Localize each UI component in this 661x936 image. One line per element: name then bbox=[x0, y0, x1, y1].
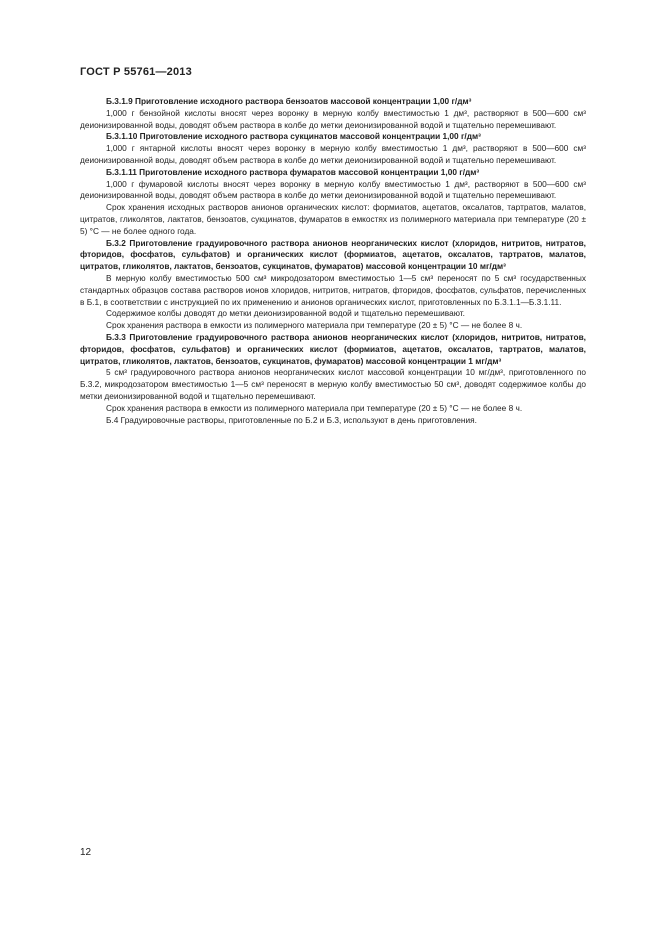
paragraph: 1,000 г бензойной кислоты вносят через воронку в мерную колбу вместимостью 1 дм³, растворяют в 500—600 см³ деионизированной воды, доводят объем раствора в колбе до метки деионизированной водой и тщательно перемешивают. bbox=[80, 107, 586, 130]
paragraph: 5 см³ градуировочного раствора анионов неорганических кислот массовой концентрации 10 мг/дм³, приготовленного по Б.3.2, микродозатором вместимостью 1—5 см³ переносят в мерную колбу вместимостью 50 см³, доводят содержимое колбы до метки деионизированной водой и тщательно перемешивают. bbox=[80, 367, 586, 401]
document-body bbox=[80, 96, 586, 426]
paragraph: Б.4 Градуировочные растворы, приготовленные по Б.2 и Б.3, используют в день приготовления. bbox=[106, 414, 477, 425]
paragraph: Содержимое колбы доводят до метки деионизированной водой и тщательно перемешивают. bbox=[106, 308, 465, 319]
page-number: 12 bbox=[80, 847, 92, 858]
paragraph: Срок хранения раствора в емкости из полимерного материала при температуре (20 ± 5) °С — не более 8 ч. bbox=[106, 402, 523, 413]
paragraph: 1,000 г фумаровой кислоты вносят через воронку в мерную колбу вместимостью 1 дм³, растворяют в 500—600 см³ деионизированной воды, доводят объем раствора в колбе до метки деионизированной водой и тщательно перемешивают. bbox=[80, 178, 586, 201]
paragraph: В мерную колбу вместимостью 500 см³ микродозатором вместимостью 1—5 см³ переносят по 5 см³ государственных стандартных образцов состава растворов ионов хлоридов, нитритов, нитратов, фторидов, фосфатов, сульфатов, перечисленных в Б.1, в соответствии с инструкцией по их применению и анионов органических кислот, приготовленных по Б.3.1.1—Б.3.1.11. bbox=[80, 272, 586, 307]
document-header: ГОСТ Р 55761—2013 bbox=[80, 66, 192, 78]
section-heading: Б.3.1.11 Приготовление исходного раствора фумаратов массовой концентрации 1,00 г/дм³ bbox=[106, 166, 480, 177]
section-heading: Б.3.1.10 Приготовление исходного раствора сукцинатов массовой концентрации 1,00 г/дм³ bbox=[106, 131, 481, 142]
paragraph: Срок хранения раствора в емкости из полимерного материала при температуре (20 ± 5) °С — не более 8 ч. bbox=[106, 320, 523, 331]
section-heading: Б.3.1.9 Приготовление исходного раствора бензоатов массовой концентрации 1,00 г/дм³ bbox=[106, 96, 472, 106]
section-heading: Б.3.3 Приготовление градуировочного раствора анионов неорганических кислот (хлоридов, нитритов, нитратов, фторидов, фосфатов, сульфатов) и органических кислот (формиатов, ацетатов, оксалатов, тартратов, малатов, цитратов, гликолятов, лактатов, бензоатов, сукцинатов, фумаратов) массовой концентрации 1 мг/дм³ bbox=[80, 331, 586, 366]
section-heading: Б.3.2 Приготовление градуировочного раствора анионов неорганических кислот (хлоридов, нитритов, нитратов, фторидов, фосфатов, сульфатов) и органических кислот (формиатов, ацетатов, оксалатов, тартратов, малатов, цитратов, гликолятов, лактатов, бензоатов, сукцинатов, фумаратов) массовой концентрации 10 мг/дм³ bbox=[80, 237, 586, 272]
paragraph: 1,000 г янтарной кислоты вносят через воронку в мерную колбу вместимостью 1 дм³, растворяют в 500—600 см³ деионизированной воды, доводят объем раствора в колбе до метки деионизированной водой и тщательно перемешивают. bbox=[80, 143, 586, 165]
paragraph: Срок хранения исходных растворов анионов органических кислот: формиатов, ацетатов, оксалатов, тартратов, малатов, цитратов, гликолятов, лактатов, бензоатов, сукцинатов, фумаратов в емкостях из полимерного материала при температуре (20 ± 5) °С — не более одного года. bbox=[80, 202, 586, 236]
